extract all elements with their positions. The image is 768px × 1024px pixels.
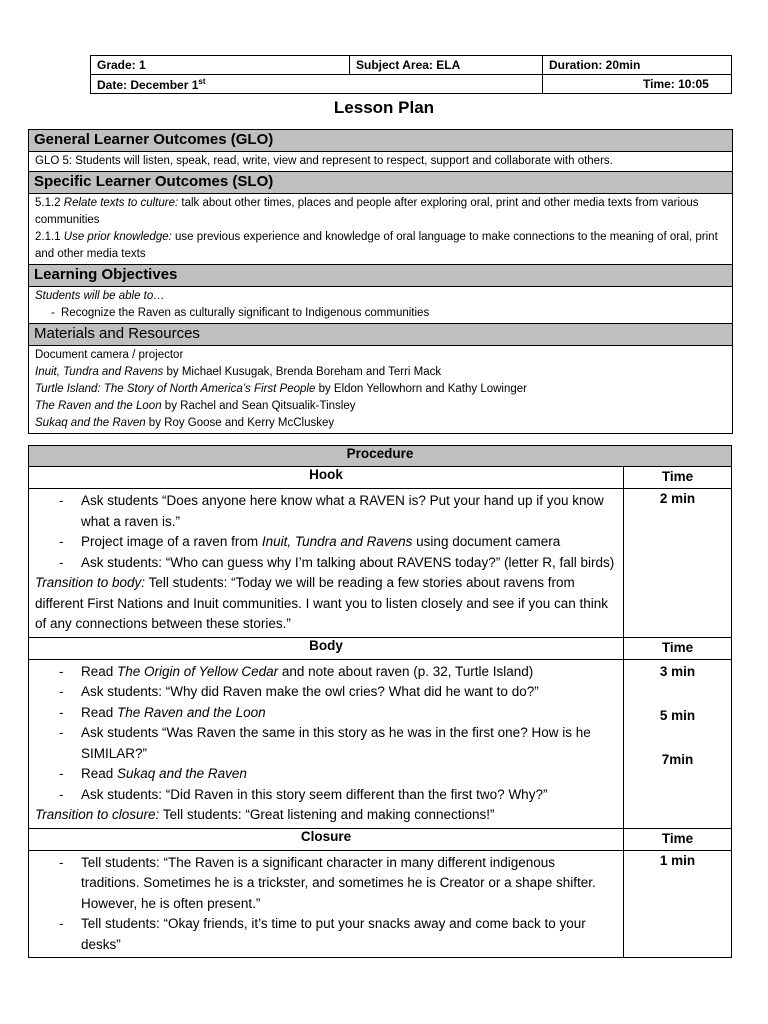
body-bullet: - Read Sukaq and the Raven: [35, 764, 615, 785]
duration-cell: Duration: 20min: [543, 56, 732, 75]
body-time: 3 min: [659, 663, 696, 679]
hook-bullet: - Project image of a raven from Inuit, Tundra and Ravens using document camera: [35, 532, 615, 553]
procedure-heading: Procedure: [29, 446, 732, 467]
slo-item: [35, 195, 726, 229]
material-item: [35, 381, 726, 398]
slo-num: 2.1.1: [35, 231, 64, 243]
slo-num: 5.1.2: [35, 197, 64, 209]
material-item: [35, 398, 726, 415]
closure-bullet: - Tell students: “Okay friends, it’s time to put your snacks away and come back to your desks”: [35, 914, 615, 955]
objectives-heading: Learning Objectives: [29, 264, 732, 287]
materials-heading: Materials and Resources: [29, 323, 732, 346]
body-bullet: - Ask students “Was Raven the same in this story as he was in the first one? How is he SIMILAR?”: [35, 723, 615, 764]
date-cell: [91, 75, 543, 94]
closure-bullet: - Tell students: “The Raven is a significant character in many different indigenous traditions. Sometimes he is a trickster, and sometimes he is Creator or a shape shifter. However, he is often present.”: [35, 853, 615, 915]
objectives-body: [29, 287, 732, 323]
book-title: Sukaq and the Raven: [35, 417, 146, 429]
slo-list: [29, 194, 732, 264]
book-title: Turtle Island: The Story of North America’s First People: [35, 383, 316, 395]
body-bullet: - Read The Origin of Yellow Cedar and note about raven (p. 32, Turtle Island): [35, 662, 615, 683]
book-title: The Raven and the Loon: [35, 400, 162, 412]
slo-text: use previous experience and knowledge of oral language to make connections to the meaning of oral, print and other media texts: [35, 231, 718, 260]
closure-heading: Closure: [29, 828, 624, 850]
body-bullet: - Ask students: “Why did Raven make the owl cries? What did he want to do?”: [35, 682, 615, 703]
time-heading: Time: [624, 467, 732, 489]
time-heading: Time: [624, 828, 732, 850]
slo-text: talk about other times, places and people after exploring oral, print and other media texts from various communities: [35, 197, 699, 226]
hook-heading: Hook: [29, 467, 624, 489]
time-cell: Time: 10:05: [543, 75, 732, 94]
body-time: 7min: [661, 751, 694, 767]
hook-time: 2 min: [624, 489, 732, 638]
closure-content: [29, 850, 624, 958]
book-authors: by Rachel and Sean Qitsualik-Tinsley: [161, 400, 356, 412]
body-time: 5 min: [659, 707, 696, 723]
body-content: [29, 659, 624, 828]
material-item: [35, 364, 726, 381]
body-bullet: - Ask students: “Did Raven in this story seem different than the first two? Why?”: [35, 785, 615, 806]
procedure-table: [28, 445, 732, 958]
book-title: Inuit, Tundra and Ravens: [35, 366, 164, 378]
hook-content: [29, 489, 624, 638]
time-heading: Time: [624, 637, 732, 659]
body-transition: Transition to closure: Tell students: “Great listening and making connections!”: [35, 807, 495, 822]
slo-heading: Specific Learner Outcomes (SLO): [29, 171, 732, 194]
materials-body: [29, 346, 732, 433]
date-suffix: st: [198, 76, 206, 86]
slo-item: [35, 229, 726, 263]
body-times: [624, 659, 732, 828]
hook-bullet: - Ask students: “Who can guess why I’m talking about RAVENS today?” (letter R, fall birds): [35, 553, 615, 574]
closure-time: 1 min: [624, 850, 732, 958]
book-authors: by Roy Goose and Kerry McCluskey: [145, 417, 335, 429]
page-title: Lesson Plan: [333, 98, 435, 117]
slo-italic: Relate texts to culture:: [63, 197, 179, 209]
material-item: [35, 415, 726, 432]
slo-italic: Use prior knowledge:: [63, 231, 172, 243]
hook-bullet: - Ask students “Does anyone here know what a RAVEN is? Put your hand up if you know what a raven is.”: [35, 491, 615, 532]
material-item: Document camera / projector: [35, 349, 184, 361]
grade-cell: Grade: 1: [91, 56, 350, 75]
lesson-header-table: [90, 55, 732, 94]
glo-text: GLO 5: Students will listen, speak, read, write, view and represent to respect, support and collaborate with others.: [35, 155, 613, 167]
book-authors: by Michael Kusugak, Brenda Boreham and Terri Mack: [163, 366, 442, 378]
objective-bullet: - Recognize the Raven as culturally significant to Indigenous communities: [35, 305, 726, 322]
hook-transition: Transition to body: Tell students: “Today we will be reading a few stories about ravens from different First Nations and Inuit communities. I want you to listen closely and see if you can think of any connections between these stories.”: [35, 575, 609, 631]
glo-heading: General Learner Outcomes (GLO): [29, 130, 732, 152]
date-text: Date: December 1: [97, 77, 199, 92]
subject-cell: Subject Area: ELA: [350, 56, 543, 75]
body-heading: Body: [29, 637, 624, 659]
book-authors: by Eldon Yellowhorn and Kathy Lowinger: [315, 383, 527, 395]
body-bullet: - Read The Raven and the Loon: [35, 703, 615, 724]
outcomes-box: [28, 129, 733, 434]
objectives-intro: Students will be able to…: [35, 290, 165, 302]
